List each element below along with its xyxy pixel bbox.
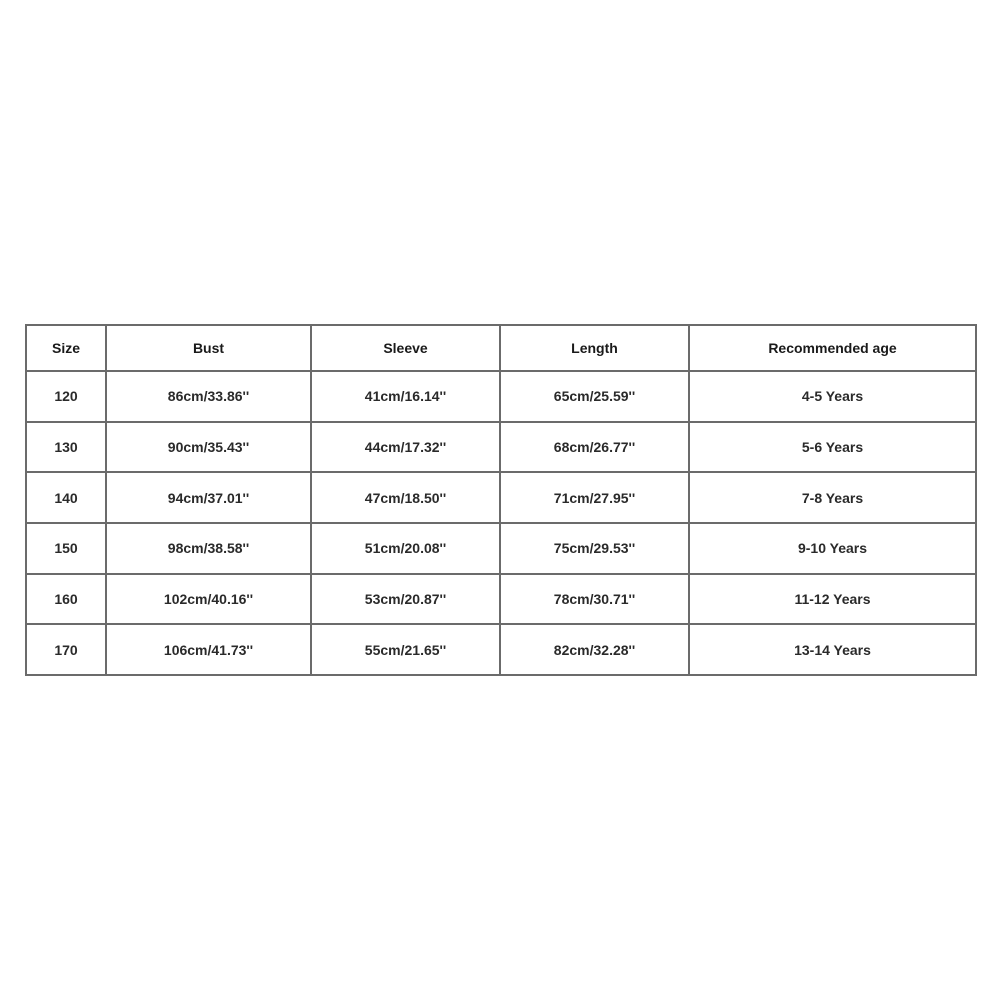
cell-size: 160 xyxy=(26,574,106,625)
cell-size: 130 xyxy=(26,422,106,473)
table-header-row xyxy=(26,325,976,371)
header-size: Size xyxy=(26,325,106,371)
cell-recommended-age: 9-10 Years xyxy=(689,523,976,574)
cell-length: 65cm/25.59'' xyxy=(500,371,689,422)
cell-length: 71cm/27.95'' xyxy=(500,472,689,523)
cell-bust: 90cm/35.43'' xyxy=(106,422,311,473)
cell-length: 78cm/30.71'' xyxy=(500,574,689,625)
table-row xyxy=(26,523,976,574)
cell-recommended-age: 4-5 Years xyxy=(689,371,976,422)
table-row xyxy=(26,422,976,473)
header-sleeve: Sleeve xyxy=(311,325,500,371)
cell-recommended-age: 13-14 Years xyxy=(689,624,976,675)
cell-sleeve: 53cm/20.87'' xyxy=(311,574,500,625)
cell-size: 170 xyxy=(26,624,106,675)
cell-recommended-age: 11-12 Years xyxy=(689,574,976,625)
cell-length: 75cm/29.53'' xyxy=(500,523,689,574)
cell-size: 120 xyxy=(26,371,106,422)
table-row xyxy=(26,472,976,523)
cell-size: 140 xyxy=(26,472,106,523)
cell-size: 150 xyxy=(26,523,106,574)
cell-bust: 102cm/40.16'' xyxy=(106,574,311,625)
cell-sleeve: 47cm/18.50'' xyxy=(311,472,500,523)
table-row xyxy=(26,371,976,422)
cell-sleeve: 44cm/17.32'' xyxy=(311,422,500,473)
header-recommended-age: Recommended age xyxy=(689,325,976,371)
cell-recommended-age: 7-8 Years xyxy=(689,472,976,523)
table-row xyxy=(26,624,976,675)
cell-recommended-age: 5-6 Years xyxy=(689,422,976,473)
cell-length: 68cm/26.77'' xyxy=(500,422,689,473)
cell-length: 82cm/32.28'' xyxy=(500,624,689,675)
header-length: Length xyxy=(500,325,689,371)
cell-sleeve: 55cm/21.65'' xyxy=(311,624,500,675)
cell-bust: 98cm/38.58'' xyxy=(106,523,311,574)
cell-sleeve: 51cm/20.08'' xyxy=(311,523,500,574)
table-row xyxy=(26,574,976,625)
cell-bust: 106cm/41.73'' xyxy=(106,624,311,675)
size-chart-table xyxy=(25,324,977,676)
cell-bust: 86cm/33.86'' xyxy=(106,371,311,422)
cell-sleeve: 41cm/16.14'' xyxy=(311,371,500,422)
cell-bust: 94cm/37.01'' xyxy=(106,472,311,523)
header-bust: Bust xyxy=(106,325,311,371)
